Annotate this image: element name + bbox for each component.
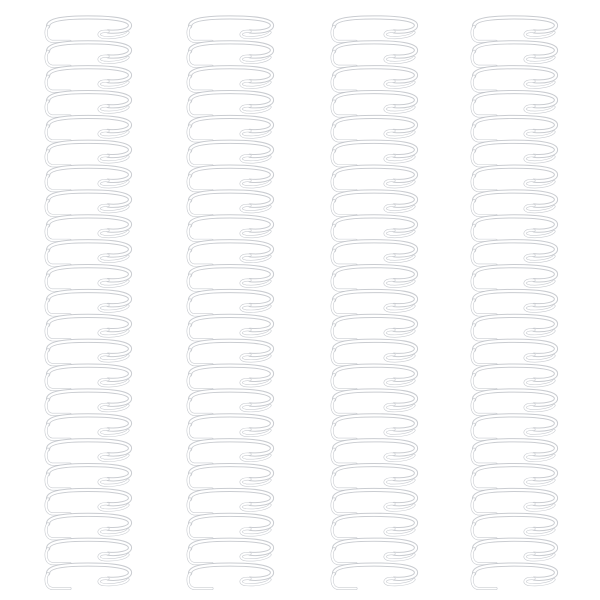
wire-loop (472, 291, 556, 315)
wire-loop (332, 366, 416, 390)
wire-loop (332, 192, 416, 216)
wire-loop (472, 440, 556, 464)
wire-loop (46, 92, 130, 116)
wire-loop (46, 565, 130, 589)
wire-loop (46, 341, 130, 365)
wire-loop (332, 316, 416, 340)
wire-loop (46, 515, 130, 539)
wire-loop (46, 440, 130, 464)
wire-loop (46, 67, 130, 91)
wire-loop (188, 465, 272, 489)
wire-loop (332, 266, 416, 290)
wire-loop (472, 341, 556, 365)
wire-loop (46, 490, 130, 514)
wire-loop (472, 17, 556, 41)
wire-loop (46, 390, 130, 414)
wire-loop (472, 241, 556, 265)
wire-loop (188, 92, 272, 116)
wire-loop (332, 465, 416, 489)
wire-loop (472, 67, 556, 91)
wire-loop (332, 67, 416, 91)
wire-loop (472, 565, 556, 589)
wire-loop (188, 540, 272, 564)
wire-loop (188, 266, 272, 290)
wire-loop (46, 266, 130, 290)
wire-loop (472, 390, 556, 414)
wire-loop (472, 490, 556, 514)
wire-loop (188, 415, 272, 439)
wire-loop (188, 67, 272, 91)
wire-loop (332, 167, 416, 191)
wire-loop (332, 216, 416, 240)
wire-loop (472, 117, 556, 141)
wire-loop (472, 192, 556, 216)
wire-loop (46, 540, 130, 564)
wire-loop (188, 390, 272, 414)
wire-loop (188, 17, 272, 41)
wire-loop (46, 465, 130, 489)
wire-loop (472, 415, 556, 439)
wire-loop (332, 142, 416, 166)
wire-loop (332, 241, 416, 265)
wire-loop (188, 440, 272, 464)
wire-loop (472, 92, 556, 116)
wire-loop (472, 142, 556, 166)
wire-loop (46, 167, 130, 191)
wire-loop (188, 515, 272, 539)
wire-loop (332, 117, 416, 141)
wire-binding-spine (472, 17, 556, 588)
wire-loop (472, 540, 556, 564)
wire-loop (332, 42, 416, 66)
wire-loop (188, 42, 272, 66)
wire-loop (46, 142, 130, 166)
wire-loop (46, 17, 130, 41)
wire-loop (332, 440, 416, 464)
wire-loop (46, 366, 130, 390)
wire-loop (472, 366, 556, 390)
wire-loop (332, 92, 416, 116)
wire-loop (46, 117, 130, 141)
wire-loop (332, 390, 416, 414)
wire-loop (188, 490, 272, 514)
wire-loop (472, 167, 556, 191)
wire-loop (332, 341, 416, 365)
wire-loop (472, 465, 556, 489)
wire-loop (332, 291, 416, 315)
wire-binding-spine (46, 17, 130, 588)
wire-loop (46, 241, 130, 265)
wire-loop (332, 540, 416, 564)
wire-loop (472, 266, 556, 290)
wire-loop (472, 216, 556, 240)
wire-loop (188, 291, 272, 315)
wire-loop (188, 316, 272, 340)
wire-loop (46, 316, 130, 340)
wire-loop (188, 192, 272, 216)
wire-loop (188, 241, 272, 265)
wire-loop (188, 366, 272, 390)
wire-loop (472, 42, 556, 66)
wire-loop (46, 216, 130, 240)
wire-loop (188, 167, 272, 191)
wire-loop (472, 515, 556, 539)
wire-loop (188, 117, 272, 141)
wire-loop (332, 515, 416, 539)
wire-loop (188, 565, 272, 589)
wire-loop (332, 565, 416, 589)
wire-loop (332, 17, 416, 41)
wire-loop (46, 291, 130, 315)
wire-loop (46, 42, 130, 66)
wire-loop (472, 316, 556, 340)
wire-loop (332, 415, 416, 439)
wire-binding-spine (188, 17, 272, 588)
wire-binding-spine (332, 17, 416, 588)
wire-loop (188, 142, 272, 166)
wire-loop (46, 415, 130, 439)
wire-loop (332, 490, 416, 514)
wire-loop (188, 216, 272, 240)
wire-loop (188, 341, 272, 365)
wire-loop (46, 192, 130, 216)
